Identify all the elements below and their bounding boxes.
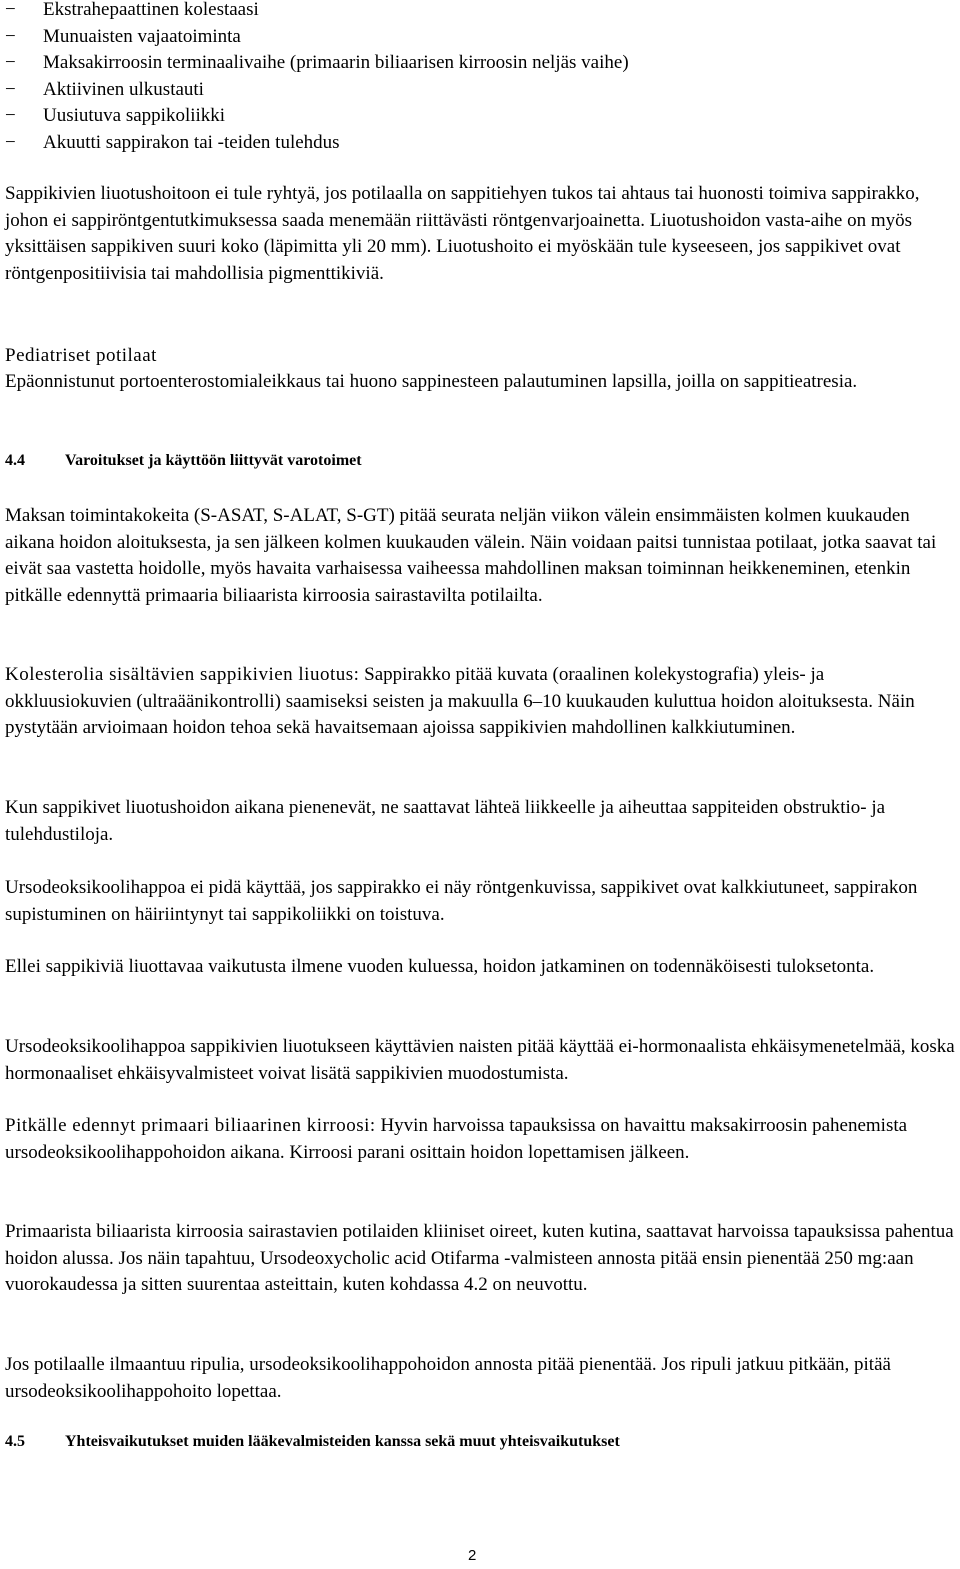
page-number: 2 — [468, 1547, 477, 1564]
pruritus-paragraph: Primaarista biliaarista kirroosia sairastavien potilaiden kliiniset oireet, kuten kutina, saattavat harvoissa tapauksissa pahentua hoidon alussa. Jos näin tapahtuu, Ursodeoxycholic acid Otifarma -valmisteen annosta pitää ensin pienentää 250 mg:aan vuorokaudessa ja sitten suurentaa asteittain, kuten kohdassa 4.2 on neuvottu. — [5, 1221, 954, 1295]
section-heading-4-5 — [5, 1433, 620, 1451]
liver-tests-paragraph: Maksan toimintakokeita (S-ASAT, S-ALAT, S-GT) pitää seurata neljän viikon välein ensimmäisten kolmen kuukauden aikana hoidon aloituksesta, ja sen jälkeen kolmen kuukauden välein. Näin voidaan paitsi tunnistaa potilaat, jotka saavat tai eivät saa vastetta hoidolle, myös havaita varhaisessa vaiheessa mahdollinen maksan toiminnan heikkeneminen, etenkin pitkälle edennyttä primaaria biliaarista kirroosia sairastavilta potilailta. — [5, 505, 937, 606]
no-effect-paragraph: Ellei sappikiviä liuottavaa vaikutusta ilmene vuoden kuluessa, hoidon jatkaminen on todennäköisesti tuloksetonta. — [5, 956, 875, 977]
cholesterol-stones-paragraph: Kolesterolia sisältävien sappikivien liuotus: Sappirakko pitää kuvata (oraalinen kolekystografia) yleis- ja okkluusiokuvien (ultraäänikontrolli) saamiseksi seisten ja makuulla 6–10 kuukauden kuluttua hoidon aloituksesta. Näin pystytään arvioimaan hoidon tehoa sekä havaitsemaan ajoissa sappikivien mahdollinen kalkkiutuminen. — [5, 664, 915, 738]
contraindication-paragraph: Sappikivien liuotushoitoon ei tule ryhtyä, jos potilaalla on sappitiehyen tukos tai ahtaus tai huonosti toimiva sappirakko, johon ei sappiröntgentutkimuksessa saada menemään riittävästi röntgenvarjoainetta. Liuotushoidon vasta-aihe on myös yksittäisen sappikiven suuri koko (läpimitta yli 20 mm). Liuotushoito ei myöskään tule kyseeseen, jos sappikivet ovat röntgenpositiivisia tai mahdollisia pigmenttikiviä. — [5, 183, 920, 284]
dash-marker: − — [5, 0, 16, 20]
not-use-paragraph: Ursodeoksikoolihappoa ei pidä käyttää, jos sappirakko ei näy röntgenkuvissa, sappikivet ovat kalkkiutuneet, sappirakon supistuminen on häiriintynyt tai sappikoliikki on toistuva. — [5, 877, 918, 925]
pediatric-paragraph: Epäonnistunut portoenterostomialeikkaus tai huono sappinesteen palautuminen lapsilla, joilla on sappitieatresia. — [5, 371, 858, 392]
list-item: − Akuutti sappirakon tai -teiden tulehdus — [5, 130, 629, 157]
list-item: − Uusiutuva sappikoliikki — [5, 103, 629, 130]
dash-marker: − — [5, 131, 16, 153]
list-item: − Maksakirroosin terminaalivaihe (primaarin biliaarisen kirroosin neljäs vaihe) — [5, 50, 629, 77]
dash-marker: − — [5, 52, 16, 73]
section-heading-4-4 — [5, 452, 362, 470]
section-number: 4.5 — [5, 1433, 25, 1450]
section-number: 4.4 — [5, 452, 25, 469]
paragraph-lead: Kolesterolia sisältävien sappikivien liuotus: — [5, 664, 360, 685]
contraception-paragraph: Ursodeoksikoolihappoa sappikivien liuotukseen käyttävien naisten pitää käyttää ei-hormonaalista ehkäisymenetelmää, koska hormonaaliset ehkäisyvalmisteet voivat lisätä sappikivien muodostumista. — [5, 1036, 955, 1084]
dash-marker: − — [5, 78, 16, 100]
pbc-paragraph: Pitkälle edennyt primaari biliaarinen kirroosi: Hyvin harvoissa tapauksissa on havaittu maksakirroosin pahenemista ursodeoksikoolihappohoidon aikana. Kirroosi parani osittain hoidon lopettamisen jälkeen. — [5, 1115, 908, 1163]
paragraph-lead: Pitkälle edennyt primaari biliaarinen kirroosi: — [5, 1115, 376, 1136]
list-item: − Ekstrahepaattinen kolestaasi — [5, 0, 629, 24]
section-title: Varoitukset ja käyttöön liittyvät varotoimet — [65, 452, 362, 469]
dash-marker: − — [5, 105, 16, 126]
section-title: Yhteisvaikutukset muiden lääkevalmisteiden kanssa sekä muut yhteisvaikutukset — [65, 1433, 620, 1450]
diarrhea-paragraph: Jos potilaalle ilmaantuu ripulia, ursodeoksikoolihappohoidon annosta pitää pienentää. Jos ripuli jatkuu pitkään, pitää ursodeoksikoolihappohoito lopettaa. — [5, 1354, 891, 1402]
contraindication-list — [5, 0, 629, 156]
list-item: − Munuaisten vajaatoiminta — [5, 24, 629, 51]
pediatric-heading: Pediatriset potilaat — [5, 345, 157, 366]
list-item: − Aktiivinen ulkustauti — [5, 77, 629, 104]
dash-marker: − — [5, 25, 16, 47]
stone-shrink-paragraph: Kun sappikivet liuotushoidon aikana pienenevät, ne saattavat lähteä liikkeelle ja aiheuttaa sappiteiden obstruktio- ja tulehdustiloja. — [5, 797, 886, 845]
